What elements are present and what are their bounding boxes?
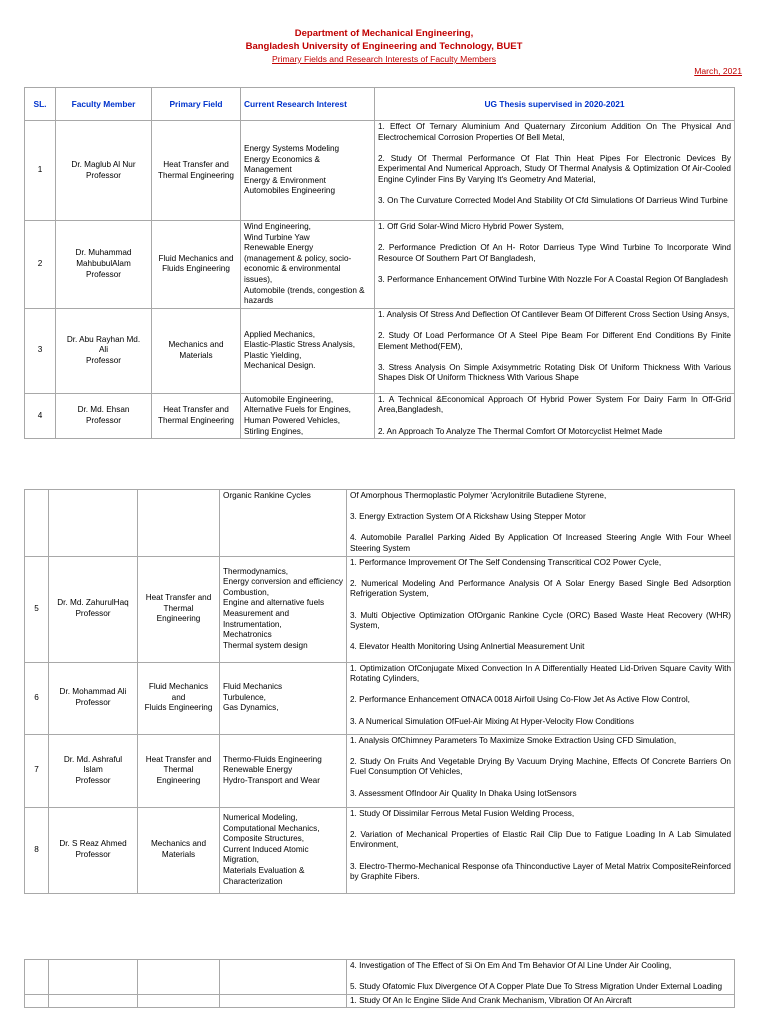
field-line: Fluids Engineering: [144, 703, 213, 713]
thesis-item: 2. Performance Enhancement OfNACA 0018 Airfoil Using Co-Flow Jet As Active Flow Control,: [350, 695, 690, 705]
faculty-name-line: Dr. Mohammad Ali: [59, 687, 127, 697]
interest-item: Turbulence,: [223, 692, 266, 702]
field-line: Materials: [161, 850, 196, 860]
sl-cell: 1: [25, 121, 56, 221]
faculty-table-page-3: [24, 959, 735, 1008]
faculty-table-page-2: [24, 489, 735, 894]
faculty-name-line: Dr. Maglub Al Nur: [71, 159, 136, 169]
field-cell: [138, 960, 220, 995]
field-cell: [152, 221, 241, 309]
thesis-item: 3. On The Curvature Corrected Model And Stability Of Cfd Simulations Of Darrieus Wind Turbine: [378, 196, 728, 206]
interest-item: issues),: [244, 274, 273, 284]
faculty-name-line: Dr. Abu Rayhan Md.: [66, 334, 141, 344]
faculty-table-page-1: [24, 87, 735, 439]
interest-cell: [241, 221, 375, 309]
interest-cell: [220, 662, 347, 734]
thesis-item: 1. Study Of An Ic Engine Slide And Crank Mechanism, Vibration Of An Aircraft: [350, 995, 632, 1005]
table-row: [25, 221, 735, 309]
field-cell: [138, 556, 220, 662]
field-line: Thermal Engineering: [157, 415, 234, 425]
interest-item: Renewable Energy: [223, 765, 293, 775]
field-line: Heat Transfer and: [163, 405, 229, 415]
col-header-thesis: UG Thesis supervised in 2020-2021: [375, 88, 735, 121]
field-line: Thermal Engineering: [156, 603, 201, 624]
interest-item: Elastic-Plastic Stress Analysis,: [244, 340, 356, 350]
table-body: [25, 121, 735, 439]
sl-cell: 2: [25, 221, 56, 309]
thesis-cell: [347, 994, 735, 1008]
interest-list: [223, 682, 343, 714]
department-title: Department of Mechanical Engineering,: [294, 28, 474, 39]
interest-item: Wind Turbine Yaw: [244, 232, 310, 242]
interest-cell: [220, 807, 347, 893]
faculty-cell: [56, 221, 152, 309]
col-header-interest: Current Research Interest: [241, 88, 375, 121]
interest-list: [223, 491, 343, 502]
interest-item: Automobile (trends, congestion &: [244, 285, 365, 295]
thesis-cell: [375, 121, 735, 221]
thesis-item: 4. Investigation of The Effect of Si On Em And Tm Behavior Of Al Line Under Air Cooling,: [350, 961, 672, 970]
field-cell: [152, 121, 241, 221]
thesis-cell: [347, 734, 735, 807]
faculty-cell: [56, 308, 152, 393]
faculty-cell: [49, 807, 138, 893]
interest-list: [244, 395, 371, 437]
thesis-cell: [347, 662, 735, 734]
interest-item: Characterization: [223, 876, 283, 886]
field-line: Heat Transfer and: [145, 754, 212, 764]
interest-item: Automobiles Engineering: [244, 186, 336, 196]
interest-item: Human Powered Vehicles,: [244, 415, 341, 425]
table-row: [25, 556, 735, 662]
faculty-cell: [49, 734, 138, 807]
faculty-name-line: Professor: [85, 269, 122, 279]
interest-cell: [241, 121, 375, 221]
thesis-item: 1. Effect Of Ternary Aluminium And Quaternary Zirconium Addition On The Physical And Electrochemical Corrosion Properties Of Bell Metal,: [378, 122, 731, 142]
interest-item: Organic Rankine Cycles: [223, 491, 311, 500]
university-title: Bangladesh University of Engineering and Technology, BUET: [245, 41, 523, 52]
table-row: [25, 662, 735, 734]
table-row: [25, 960, 735, 995]
thesis-item: 2. Variation of Mechanical Properties of Elastic Rail Clip Due to Fatigue Loading In A Lab Simulated Environment,: [350, 829, 731, 850]
table-row: [25, 308, 735, 393]
interest-item: Applied Mechanics,: [244, 329, 315, 339]
interest-item: Instrumentation,: [223, 619, 282, 629]
interest-item: Renewable Energy: [244, 243, 314, 253]
thesis-item: 3. Performance Enhancement OfWind Turbine With Nozzle For A Coastal Region Of Bangladesh: [378, 274, 728, 284]
interest-item: Engine and alternative fuels: [223, 598, 325, 608]
field-line: Heat Transfer and: [163, 159, 229, 169]
thesis-cell: [347, 807, 735, 893]
col-header-field: Primary Field: [152, 88, 241, 121]
interest-item: Plastic Yielding,: [244, 350, 302, 360]
field-cell: [138, 490, 220, 557]
sl-cell: 8: [25, 807, 49, 893]
thesis-item: 1. A Technical &Economical Approach Of Hybrid Power System For Dairy Farm In Off-Grid Area,Bangladesh,: [378, 394, 731, 415]
faculty-name-line: Dr. Md. Ashraful: [63, 754, 123, 764]
thesis-item: 4. Elevator Health Monitoring Using AnInertial Measurement Unit: [350, 642, 585, 652]
interest-item: Energy Systems Modeling: [244, 144, 340, 154]
interest-item: Fluid Mechanics: [223, 682, 283, 692]
col-header-sl: SL.: [25, 88, 56, 121]
thesis-item: 1. Analysis Of Stress And Deflection Of Cantilever Beam Of Different Cross Section Using Ansys,: [378, 309, 730, 319]
thesis-item: 1. Off Grid Solar-Wind Micro Hybrid Power System,: [378, 222, 564, 231]
interest-item: (management & policy, socio-: [244, 253, 352, 263]
thesis-item: Of Amorphous Thermoplastic Polymer 'Acrylonitrile Butadiene Styrene,: [350, 491, 607, 500]
field-line: Heat Transfer and: [145, 593, 212, 603]
interest-item: Wind Engineering,: [244, 222, 311, 231]
field-line: Fluid Mechanics and: [148, 682, 209, 702]
interest-item: economic & environmental: [244, 264, 341, 274]
faculty-name-line: Professor: [75, 698, 111, 708]
table-row: [25, 807, 735, 893]
interest-item: Computational Mechanics,: [223, 823, 320, 833]
table-row: [25, 490, 735, 557]
thesis-cell: [347, 960, 735, 995]
faculty-name-line: Professor: [75, 850, 111, 860]
sl-cell: 4: [25, 393, 56, 438]
thesis-item: 3. Assessment OfIndoor Air Quality In Dhaka Using IotSensors: [350, 788, 577, 798]
interest-item: Energy conversion and efficiency: [223, 577, 344, 587]
faculty-name-line: Dr. S Reaz Ahmed: [59, 839, 127, 849]
sl-cell: [25, 960, 49, 995]
interest-item: Composite Structures,: [223, 834, 304, 844]
interest-list: [223, 567, 343, 652]
interest-item: Energy Economics &: [244, 154, 320, 164]
interest-item: Energy & Environment: [244, 175, 326, 185]
field-line: Thermal Engineering: [156, 765, 201, 785]
interest-list: [223, 813, 343, 887]
thesis-item: 1. Study Of Dissimilar Ferrous Metal Fusion Welding Process,: [350, 808, 575, 818]
faculty-cell: [49, 960, 138, 995]
field-cell: [138, 994, 220, 1008]
sl-cell: [25, 490, 49, 557]
faculty-cell: [49, 662, 138, 734]
table-row: [25, 734, 735, 807]
sl-cell: 7: [25, 734, 49, 807]
field-line: Fluid Mechanics and: [158, 253, 234, 263]
faculty-cell: [56, 393, 152, 438]
interest-item: Gas Dynamics,: [223, 703, 279, 713]
interest-cell: [220, 960, 347, 995]
thesis-cell: [375, 393, 735, 438]
thesis-item: 1. Performance Improvement Of The Self Condensing Transcritical CO2 Power Cycle,: [350, 557, 662, 567]
interest-list: [244, 144, 371, 197]
faculty-name-line: Dr. Muhammad: [75, 248, 132, 258]
thesis-item: 1. Optimization OfConjugate Mixed Convection In A Differentially Heated Lid-Driven Square Cavity With Rotating Cylinders,: [350, 663, 731, 684]
interest-item: Management: [244, 165, 292, 175]
interest-item: Combustion,: [223, 587, 269, 597]
interest-item: Mechatronics: [223, 630, 272, 640]
interest-item: Migration,: [223, 855, 259, 865]
table-row: [25, 121, 735, 221]
field-line: Fluids Engineering: [162, 264, 230, 274]
interest-item: Numerical Modeling,: [223, 812, 298, 822]
interest-item: Stirling Engines,: [244, 426, 304, 436]
thesis-item: 2. Performance Prediction Of An H- Rotor Darrieus Type Wind Turbine To Incorporate Wind Resource Of Southern Part Of Bangladesh,: [378, 243, 731, 263]
interest-cell: [220, 556, 347, 662]
field-line: Mechanics and: [168, 340, 224, 350]
faculty-name-line: Ali: [98, 345, 109, 355]
faculty-name-line: Professor: [75, 609, 111, 619]
interest-cell: [220, 490, 347, 557]
table-body: [25, 490, 735, 894]
thesis-item: 3. Electro-Thermo-Mechanical Response ofa Thinconductive Layer of Metal Matrix CompositeReinforced by Graphite Fibers.: [350, 861, 731, 882]
thesis-item: 3. A Numerical Simulation OfFuel-Air Mixing At Hyper-Velocity Flow Conditions: [350, 716, 634, 726]
interest-list: [244, 330, 371, 372]
interest-item: Alternative Fuels for Engines,: [244, 405, 351, 415]
interest-item: Materials Evaluation &: [223, 865, 305, 875]
faculty-name-line: Professor: [85, 356, 122, 366]
thesis-item: 2. An Approach To Analyze The Thermal Comfort Of Motorcyclist Helmet Made: [378, 426, 663, 436]
thesis-item: 3. Stress Analysis On Simple Axisymmetric Rotating Disk Of Uniform Thickness With Various Shapes Disk Of Uniform Thickness With Various Shape: [378, 362, 731, 383]
interest-item: Thermo-Fluids Engineering: [223, 754, 322, 764]
interest-list: [244, 222, 371, 307]
thesis-item: 1. Analysis OfChimney Parameters To Maximize Smoke Extraction Using CFD Simulation,: [350, 735, 677, 745]
document-subtitle: Primary Fields and Research Interests of Faculty Members: [272, 54, 496, 64]
faculty-name-line: Dr. Md. Ehsan: [77, 405, 130, 415]
faculty-cell: [49, 490, 138, 557]
interest-item: hazards: [244, 296, 274, 306]
thesis-item: 3. Multi Objective Optimization OfOrganic Rankine Cycle (ORC) Based Waste Heat Recovery (WHR) System,: [350, 610, 731, 631]
table-header-row: [25, 88, 735, 121]
field-cell: [152, 393, 241, 438]
thesis-item: 3. Energy Extraction System Of A Rickshaw Using Stepper Motor: [350, 512, 586, 522]
interest-item: Mechanical Design.: [244, 361, 316, 371]
interest-item: Current Induced Atomic: [223, 844, 309, 854]
table-row: [25, 994, 735, 1008]
faculty-cell: [49, 994, 138, 1008]
interest-list: [223, 755, 343, 787]
interest-item: Automobile Engineering,: [244, 394, 334, 404]
faculty-name-line: Professor: [85, 415, 122, 425]
interest-item: Measurement and: [223, 609, 289, 619]
thesis-cell: [375, 308, 735, 393]
thesis-item: 2. Study Of Load Performance Of A Steel Pipe Beam For Different End Conditions By Finite Element Method(FEM),: [378, 330, 731, 351]
sl-cell: 3: [25, 308, 56, 393]
thesis-cell: [375, 221, 735, 309]
col-header-faculty: Faculty Member: [56, 88, 152, 121]
faculty-name-line: Professor: [75, 775, 111, 785]
thesis-item: 2. Study On Fruits And Vegetable Drying By Vacuum Drying Machine, Effects Of Concrete Barriers On Fuel Consumption Of Vehicles,: [350, 756, 731, 777]
field-line: Thermal Engineering: [157, 170, 234, 180]
faculty-name-line: Islam: [83, 765, 103, 775]
field-cell: [138, 734, 220, 807]
interest-cell: [241, 393, 375, 438]
faculty-name-line: Professor: [85, 170, 122, 180]
thesis-item: 4. Automobile Parallel Parking Aided By Application Of Increased Steering Angle With Four Wheel Steering System: [350, 533, 731, 553]
faculty-name-line: MahbubulAlam: [76, 259, 131, 269]
interest-cell: [220, 994, 347, 1008]
thesis-cell: [347, 490, 735, 557]
table-body: [25, 960, 735, 1008]
thesis-cell: [347, 556, 735, 662]
field-cell: [138, 662, 220, 734]
interest-cell: [220, 734, 347, 807]
faculty-name-line: Dr. Md. ZahurulHaq: [57, 598, 129, 608]
field-line: Mechanics and: [150, 839, 207, 849]
field-cell: [152, 308, 241, 393]
table-row: [25, 393, 735, 438]
faculty-cell: [49, 556, 138, 662]
faculty-cell: [56, 121, 152, 221]
thesis-item: 5. Study Ofatomic Flux Divergence Of A Copper Plate Due To Stress Migration Under External Loading: [350, 982, 723, 992]
interest-item: Thermodynamics,: [223, 566, 289, 576]
interest-cell: [241, 308, 375, 393]
interest-item: Thermal system design: [223, 640, 308, 650]
interest-item: Hydro-Transport and Wear: [223, 775, 320, 785]
sl-cell: 5: [25, 556, 49, 662]
sl-cell: [25, 994, 49, 1008]
field-line: Materials: [179, 350, 213, 360]
document-date: March, 2021: [694, 66, 742, 76]
field-cell: [138, 807, 220, 893]
sl-cell: 6: [25, 662, 49, 734]
thesis-item: 2. Numerical Modeling And Performance Analysis Of A Solar Energy Based Single Bed Adsorption Refrigeration System,: [350, 578, 731, 599]
thesis-item: 2. Study Of Thermal Performance Of Flat Thin Heat Pipes For Electronic Devices By Experimental And Numerical Approach, Study Of Thermal Analysis & Optimization Of Air-Cooled Engine Cylinder Fins By Varying It's Geometry And Material,: [378, 153, 731, 184]
